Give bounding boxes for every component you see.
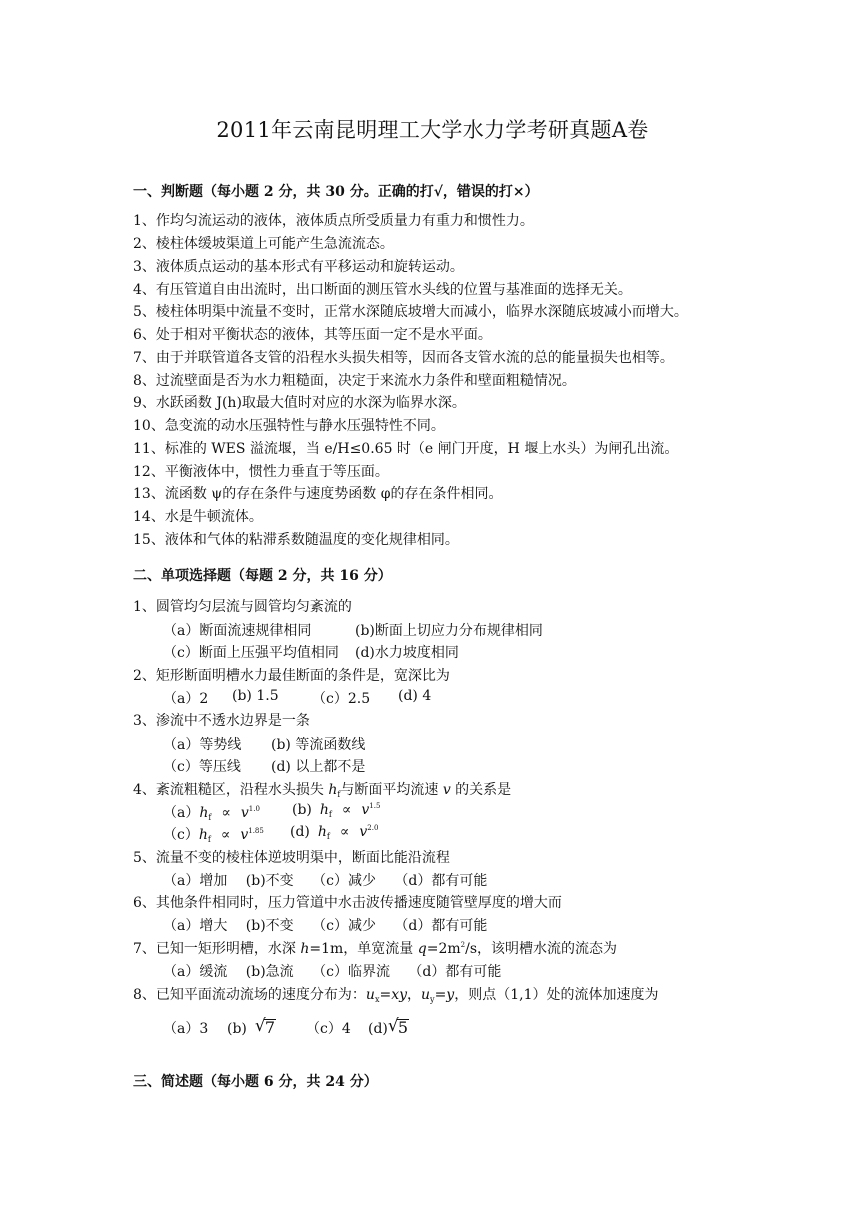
q4a-prop: ∝ (221, 805, 231, 821)
choice-q4-c (163, 824, 264, 844)
q8-sep: ， (407, 987, 421, 1003)
q7-text-a: 7、已知一矩形明槽，水深 (133, 941, 301, 957)
choice-q8 (133, 984, 658, 1004)
q4c-label: （c） (163, 827, 199, 843)
judge-item-12: 12、平衡液体中，惯性力垂直于等压面。 (133, 464, 389, 480)
q4b-v: v (361, 802, 370, 818)
q4d-h: h (317, 824, 327, 840)
judge-item-13: 13、流函数 ψ的存在条件与速度势函数 φ的存在条件相同。 (133, 486, 503, 502)
section1-heading: 一、判断题（每小题 2 分，共 30 分。正确的打√，错误的打×） (133, 184, 539, 200)
q4b-f: f (328, 810, 332, 819)
choice-q6-options: （a）增大 (b)不变 （c）减少 （d）都有可能 (163, 918, 488, 934)
q8-ux: u (365, 987, 375, 1003)
q8-text-a: 8、已知平面流动流场的速度分布为： (133, 987, 366, 1003)
q4d-label: (d) (290, 824, 310, 840)
choice-q2: 2、矩形断面明槽水力最佳断面的条件是，宽深比为 (133, 668, 450, 684)
choice-q5-options: （a）增加 (b)不变 （c）减少 （d）都有可能 (163, 873, 488, 889)
q4b-prop: ∝ (341, 802, 352, 818)
q4d-prop: ∝ (339, 824, 350, 840)
q7-text-b: =1m，单宽流量 (309, 941, 418, 957)
choice-q4 (133, 779, 511, 799)
q4b-label: (b) (292, 802, 312, 818)
choice-q2-d: (d) 4 (398, 688, 432, 704)
q8-eq1: = (379, 987, 392, 1003)
choice-q8-d (368, 1018, 408, 1037)
q4c-h: h (198, 827, 208, 843)
choice-q3-c: （c）等压线 (163, 759, 241, 775)
choice-q7 (133, 938, 617, 958)
q4c-exp: 1.85 (248, 827, 264, 835)
judge-item-3: 3、液体质点运动的基本形式有平移运动和旋转运动。 (133, 259, 464, 275)
choice-q7-options: （a）缓流 (b)急流 （c）临界流 （d）都有可能 (163, 964, 502, 980)
q8-y: y (446, 987, 455, 1003)
q8d-value: 5 (397, 1018, 409, 1037)
choice-q3-d: (d) 以上都不是 (271, 759, 366, 775)
choice-q1-c: （c）断面上压强平均值相同 (163, 645, 339, 661)
choice-q4-a (163, 802, 260, 822)
q4a-h: h (199, 805, 209, 821)
judge-item-1: 1、作均匀流运动的液体，液体质点所受质量力有重力和惯性力。 (133, 213, 534, 229)
judge-item-4: 4、有压管道自由出流时，出口断面的测压管水头线的位置与基准面的选择无关。 (133, 282, 632, 298)
sqrt-7 (255, 1018, 275, 1037)
choice-q3-a: （a）等势线 (163, 737, 242, 753)
q7-text-d: /s，该明槽水流的流态为 (465, 941, 618, 957)
q4a-f: f (208, 813, 212, 822)
q8b-value: 7 (264, 1018, 276, 1037)
judge-item-14: 14、水是牛顿流体。 (133, 509, 263, 525)
q7-h-symbol: h (300, 941, 310, 957)
q4d-f: f (326, 832, 330, 841)
q7-sup: 2 (460, 941, 466, 949)
choice-q2-b: (b) 1.5 (232, 688, 279, 704)
q8-ux-sub: x (374, 995, 380, 1004)
q4-text-mid: 与断面平均流速 (340, 782, 443, 798)
q4b-h: h (319, 802, 329, 818)
judge-item-2: 2、棱柱体缓坡渠道上可能产生急流流态。 (133, 236, 394, 252)
q4-hf-symbol: h (328, 782, 338, 798)
sqrt-5 (388, 1018, 408, 1037)
q4-hf-subscript: f (337, 790, 341, 799)
radical-sign: √ (387, 1016, 399, 1036)
q8-text-b: ，则点（1,1）处的流体加速度为 (454, 987, 659, 1003)
q4d-exp: 2.0 (367, 824, 379, 832)
choice-q8-a: （a）3 (163, 1021, 209, 1037)
judge-item-11: 11、标准的 WES 溢流堰，当 e/H≤0.65 时（e 闸门开度，H 堰上水头）为闸孔出流。 (133, 441, 679, 457)
q4a-v: v (240, 805, 249, 821)
choice-q2-c: （c）2.5 (312, 691, 371, 707)
page-title: 2011年云南昆明理工大学水力学考研真题A卷 (216, 118, 649, 142)
choice-q8-b (227, 1018, 275, 1037)
q8-uy-sub: y (430, 995, 435, 1004)
q4d-v: v (359, 824, 368, 840)
judge-item-15: 15、液体和气体的粘滞系数随温度的变化规律相同。 (133, 532, 459, 548)
q4a-label: （a） (163, 805, 200, 821)
choice-q1-d: (d)水力坡度相同 (355, 645, 459, 661)
judge-item-6: 6、处于相对平衡状态的液体，其等压面一定不是水平面。 (133, 327, 492, 343)
choice-q4-b (292, 802, 380, 819)
choice-q3: 3、渗流中不透水边界是一条 (133, 713, 310, 729)
q4b-exp: 1.5 (369, 802, 381, 810)
q4-text-pre: 4、紊流粗糙区，沿程水头损失 (133, 782, 329, 798)
q8b-label: (b) (227, 1021, 247, 1037)
q4-v-symbol: v (442, 782, 451, 798)
q8-eq2: = (434, 987, 447, 1003)
judge-item-8: 8、过流壁面是否为水力粗糙面，决定于来流水力条件和壁面粗糙情况。 (133, 373, 576, 389)
choice-q6: 6、其他条件相同时，压力管道中水击波传播速度随管壁厚度的增大而 (133, 895, 562, 911)
judge-item-10: 10、急变流的动水压强特性与静水压强特性不同。 (133, 418, 445, 434)
judge-item-5: 5、棱柱体明渠中流量不变时，正常水深随底坡增大而减小，临界水深随底坡减小而增大。 (133, 304, 688, 320)
q8d-label: (d) (368, 1021, 388, 1037)
q4c-prop: ∝ (220, 827, 231, 843)
q8-uy: u (421, 987, 431, 1003)
judge-item-7: 7、由于并联管道各支管的沿程水头损失相等，因而各支管水流的总的能量损失也相等。 (133, 350, 674, 366)
choice-q4-d (290, 824, 378, 841)
choice-q3-b: (b) 等流函数线 (271, 737, 366, 753)
choice-q1: 1、圆管均匀层流与圆管均匀紊流的 (133, 599, 352, 615)
judge-item-9: 9、水跃函数 J(h)取最大值时对应的水深为临界水深。 (133, 395, 466, 411)
choice-q8-c: （c）4 (306, 1021, 351, 1037)
q4a-exp: 1.0 (248, 805, 260, 813)
section3-heading: 三、简述题（每小题 6 分，共 24 分） (133, 1074, 378, 1090)
radical-sign: √ (254, 1016, 266, 1036)
section2-heading: 二、单项选择题（每题 2 分，共 16 分） (133, 568, 392, 584)
choice-q1-b: (b)断面上切应力分布规律相同 (355, 623, 543, 639)
q7-text-c: =2m (426, 941, 461, 957)
q4c-f: f (207, 835, 211, 844)
q8-xy: xy (391, 987, 407, 1003)
choice-q5: 5、流量不变的棱柱体逆坡明渠中，断面比能沿流程 (133, 850, 450, 866)
choice-q2-a: （a）2 (163, 691, 209, 707)
q4c-v: v (240, 827, 249, 843)
choice-q1-a: （a）断面流速规律相同 (163, 623, 312, 639)
q7-q-symbol: q (417, 941, 427, 957)
q4-text-post: 的关系是 (450, 782, 512, 798)
